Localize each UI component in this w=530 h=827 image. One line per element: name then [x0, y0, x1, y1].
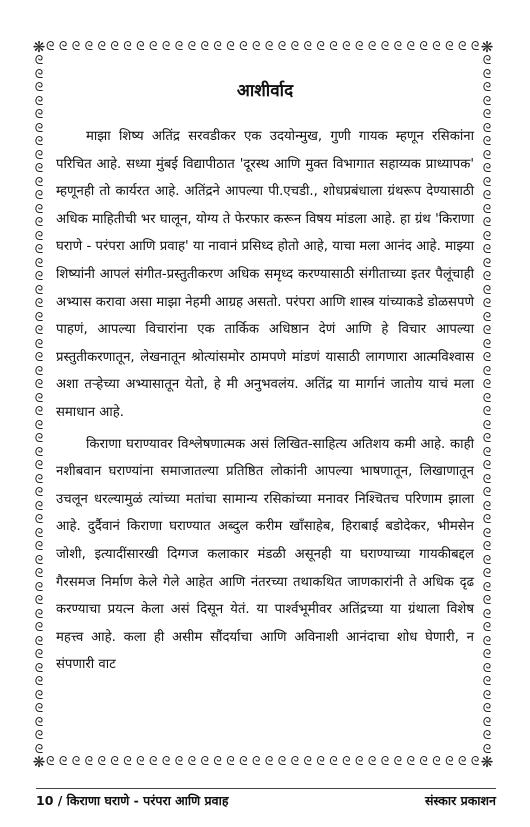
border-ornament-icon: ᘓ [200, 40, 210, 53]
border-ornament-icon: ᘓ [34, 215, 44, 229]
border-ornament-icon: ᘓ [123, 40, 133, 53]
border-ornament-icon: ᘓ [252, 40, 261, 53]
border-ornament-icon: ᘓ [161, 755, 171, 768]
border-right-ornament [480, 54, 494, 755]
border-ornament-icon: ᘓ [252, 755, 261, 768]
border-ornament-icon: ᘓ [34, 66, 44, 81]
border-ornament-icon: ᘓ [329, 40, 339, 53]
border-ornament-icon: ᘓ [34, 593, 44, 607]
border-ornament-icon: ᘓ [34, 552, 44, 567]
border-ornament-icon: ᘓ [482, 539, 492, 553]
border-ornament-icon: ᘓ [239, 40, 249, 53]
footer-publisher: संस्कार प्रकाशन [424, 793, 496, 808]
border-ornament-icon: ᘓ [367, 755, 377, 768]
border-ornament-icon: ᘓ [482, 161, 492, 175]
page-footer [36, 792, 496, 809]
border-ornament-icon: ᘓ [34, 93, 44, 108]
border-ornament-icon: ᘓ [432, 40, 442, 53]
border-ornament-icon: ᘓ [34, 134, 44, 148]
border-ornament-icon: ᘓ [482, 498, 492, 513]
border-ornament-icon: ᘓ [71, 40, 81, 53]
border-ornament-icon: ᘓ [470, 40, 480, 53]
border-ornament-icon: ᘓ [406, 40, 416, 53]
border-ornament-icon: ᘓ [482, 377, 492, 391]
border-ornament-icon: ᘓ [342, 40, 352, 53]
border-ornament-icon: ᘓ [34, 714, 44, 729]
border-ornament-icon: ᘓ [482, 363, 492, 378]
border-ornament-icon: ᘓ [482, 741, 492, 755]
border-ornament-icon: ᘓ [482, 593, 492, 607]
border-ornament-icon: ᘓ [419, 755, 429, 768]
border-ornament-icon: ᘓ [482, 525, 492, 540]
border-ornament-icon: ᘓ [470, 755, 480, 768]
border-ornament-icon: ᘓ [34, 444, 44, 459]
border-ornament-icon: ᘓ [34, 309, 44, 324]
border-ornament-icon: ᘓ [213, 40, 223, 53]
border-ornament-icon: ᘓ [34, 687, 44, 702]
border-ornament-icon: ᘓ [482, 107, 492, 121]
border-ornament-icon: ᘓ [458, 40, 467, 53]
border-ornament-icon: ᘓ [34, 417, 44, 432]
border-ornament-icon: ᘓ [34, 458, 44, 472]
border-ornament-icon: ᘓ [71, 755, 81, 768]
footer-page-number-and-book-title: 10 / किराणा घराणे - परंपरा आणि प्रवाह [36, 793, 229, 808]
border-ornament-icon: ᘓ [34, 377, 44, 391]
border-ornament-icon: ᘓ [329, 755, 339, 768]
border-ornament-icon: ᘓ [34, 471, 44, 486]
border-ornament-icon: ᘓ [46, 40, 55, 53]
border-ornament-icon: ᘓ [393, 755, 403, 768]
border-ornament-icon: ᘓ [34, 674, 44, 688]
border-ornament-icon: ᘓ [482, 66, 492, 81]
border-ornament-icon: ᘓ [482, 255, 492, 270]
border-ornament-icon: ᘓ [482, 215, 492, 229]
border-ornament-icon: ᘓ [136, 755, 146, 768]
border-ornament-icon: ᘓ [97, 755, 107, 768]
border-ornament-icon: ᘓ [482, 188, 492, 202]
border-ornament-icon: ᘓ [277, 755, 287, 768]
border-corner-ornament-icon: ❋ [480, 753, 494, 771]
border-ornament-icon: ᘓ [34, 282, 44, 297]
border-ornament-icon: ᘓ [482, 242, 492, 256]
border-ornament-icon: ᘓ [482, 566, 492, 580]
border-ornament-icon: ᘓ [34, 188, 44, 202]
border-ornament-icon: ᘓ [34, 606, 44, 621]
border-ornament-icon: ᘓ [34, 107, 44, 121]
border-ornament-icon: ᘓ [482, 54, 492, 67]
border-ornament-icon: ᘓ [482, 552, 492, 567]
border-ornament-icon: ᘓ [482, 701, 492, 715]
border-ornament-icon: ᘓ [482, 390, 492, 405]
border-ornament-icon: ᘓ [482, 633, 492, 648]
border-ornament-icon: ᘓ [34, 741, 44, 755]
border-ornament-icon: ᘓ [34, 620, 44, 634]
border-ornament-icon: ᘓ [482, 120, 492, 135]
border-ornament-icon: ᘓ [34, 390, 44, 405]
border-ornament-icon: ᘓ [482, 647, 492, 661]
border-ornament-icon: ᘓ [34, 728, 44, 742]
border-ornament-icon: ᘓ [482, 174, 492, 189]
border-ornament-icon: ᘓ [303, 40, 313, 53]
border-ornament-icon: ᘓ [46, 755, 55, 768]
border-ornament-icon: ᘓ [34, 228, 44, 243]
border-ornament-icon: ᘓ [482, 674, 492, 688]
border-ornament-icon: ᘓ [34, 350, 44, 364]
border-ornament-icon: ᘓ [482, 485, 492, 499]
border-ornament-icon: ᘓ [482, 458, 492, 472]
border-ornament-icon: ᘓ [239, 755, 249, 768]
border-ornament-icon: ᘓ [34, 633, 44, 648]
border-ornament-icon: ᘓ [316, 755, 326, 768]
body-paragraph: किराणा घराण्यावर विश्लेषणात्मक असं लिखित-साहित्य अतिशय कमी आहे. काही नशीबवान घराण्यांना समाजातल्या प्रतिष्ठित लोकांनी आपल्या भाषणातून, लिखाणातून उचलून धरल्यामुळं त्यांच्या मतांचा सामान्य रसिकांच्या मनावर निश्चितच परिणाम झाला आहे. दुर्दैवानं किराणा घराण्यात अब्दुल करीम खाँसाहेब, हिराबाई बडोदेकर, भीमसेन जोशी, इत्यादींसारखी दिग्गज कलाकार मंडळी असूनही या घराण्याच्या गायकीबद्दल गैरसमज निर्माण केले गेले आहेत आणि नंतरच्या तथाकथित जाणकारांनी ते अधिक दृढ करण्याचा प्रयत्न केला असं दिसून येतं. या पार्श्वभूमीवर अतिंद्रच्या या ग्रंथाला विशेष महत्त्व आहे. कला ही असीम सौंदर्याचा आणि अविनाशी आनंदाचा शोध घेणारी, न संपणारी वाट [56, 436, 474, 673]
border-ornament-icon: ᘓ [34, 525, 44, 540]
border-ornament-icon: ᘓ [482, 228, 492, 243]
border-ornament-icon: ᘓ [445, 755, 455, 768]
border-ornament-icon: ᘓ [123, 755, 133, 768]
border-ornament-icon: ᘓ [277, 40, 287, 53]
border-ornament-icon: ᘓ [419, 40, 429, 53]
border-ornament-icon: ᘓ [34, 147, 44, 162]
border-corner-ornament-icon: ❋ [32, 753, 46, 771]
border-ornament-icon: ᘓ [482, 714, 492, 729]
border-ornament-icon: ᘓ [316, 40, 326, 53]
border-ornament-icon: ᘓ [34, 498, 44, 513]
border-ornament-icon: ᘓ [34, 54, 44, 67]
border-ornament-icon: ᘓ [482, 620, 492, 634]
border-ornament-icon: ᘓ [482, 147, 492, 162]
border-ornament-icon: ᘓ [34, 431, 44, 445]
border-ornament-icon: ᘓ [200, 755, 210, 768]
page-body [56, 78, 474, 679]
border-top-ornament [46, 40, 480, 54]
border-ornament-icon: ᘓ [34, 269, 44, 283]
border-ornament-icon: ᘓ [482, 431, 492, 445]
border-ornament-icon: ᘓ [393, 40, 403, 53]
border-ornament-icon: ᘓ [482, 309, 492, 324]
border-ornament-icon: ᘓ [458, 755, 467, 768]
body-paragraph: माझा शिष्य अतिंद्र सरवडीकर एक उदयोन्मुख, गुणी गायक म्हणून रसिकांना परिचित आहे. सध्या मुंबई विद्यापीठात 'दूरस्थ आणि मुक्त विभागात सहाय्यक प्राध्यापक' म्हणूनही तो कार्यरत आहे. अतिंद्रने आपल्या पी.एचडी., शोधप्रबंधाला ग्रंथरूप देण्यासाठी अधिक माहितीची भर घालून, योग्य ते फेरफार करून विषय मांडला आहे. हा ग्रंथ 'किराणा घराणे - परंपरा आणि प्रवाह' या नावानं प्रसिध्द होतो आहे, याचा मला आनंद आहे. माझ्या शिष्यांनी आपलं संगीत-प्रस्तुतीकरण अधिक समृध्द करण्यासाठी संगीताच्या इतर पैलूंचाही अभ्यास करावा असा माझा नेहमी आग्रह असतो. परंपरा आणि शास्त्र यांच्याकडे डोळसपणे पाहणं, आपल्या विचारांना एक तार्किक अधिष्ठान देणं आणि हे विचार आपल्या प्रस्तुतीकरणातून, लेखनातून श्रोत्यांसमोर ठामपणे मांडणं यासाठी लागणारा आत्मविश्वास अशा तऱ्हेच्या अभ्यासातून येतो, हे मी अनुभवलंय. अतिंद्र या मार्गानं जातोय याचं मला समाधान आहे. [56, 129, 474, 420]
border-ornament-icon: ᘓ [432, 755, 442, 768]
border-ornament-icon: ᘓ [213, 755, 223, 768]
border-ornament-icon: ᘓ [34, 174, 44, 189]
border-ornament-icon: ᘓ [482, 660, 492, 675]
border-ornament-icon: ᘓ [482, 404, 492, 418]
border-ornament-icon: ᘓ [149, 40, 158, 53]
border-ornament-icon: ᘓ [290, 755, 300, 768]
border-ornament-icon: ᘓ [58, 755, 68, 768]
border-ornament-icon: ᘓ [84, 755, 94, 768]
border-ornament-icon: ᘓ [482, 269, 492, 283]
border-ornament-icon: ᘓ [110, 40, 120, 53]
border-ornament-icon: ᘓ [482, 687, 492, 702]
border-ornament-icon: ᘓ [110, 755, 120, 768]
border-ornament-icon: ᘓ [34, 120, 44, 135]
border-ornament-icon: ᘓ [226, 40, 236, 53]
border-ornament-icon: ᘓ [34, 255, 44, 270]
page-title: आशीर्वाद [236, 81, 294, 101]
border-ornament-icon: ᘓ [34, 323, 44, 337]
border-ornament-icon: ᘓ [187, 40, 197, 53]
border-ornament-icon: ᘓ [136, 40, 146, 53]
border-ornament-icon: ᘓ [34, 296, 44, 310]
border-ornament-icon: ᘓ [482, 417, 492, 432]
border-ornament-icon: ᘓ [406, 755, 416, 768]
border-bottom-ornament [46, 755, 480, 769]
border-ornament-icon: ᘓ [34, 701, 44, 715]
border-ornament-icon: ᘓ [482, 444, 492, 459]
border-ornament-icon: ᘓ [355, 755, 364, 768]
border-ornament-icon: ᘓ [482, 350, 492, 364]
border-ornament-icon: ᘓ [34, 242, 44, 256]
border-ornament-icon: ᘓ [34, 512, 44, 526]
border-ornament-icon: ᘓ [187, 755, 197, 768]
border-ornament-icon: ᘓ [482, 579, 492, 594]
border-ornament-icon: ᘓ [482, 471, 492, 486]
border-ornament-icon: ᘓ [34, 660, 44, 675]
border-ornament-icon: ᘓ [84, 40, 94, 53]
border-ornament-icon: ᘓ [482, 512, 492, 526]
border-ornament-icon: ᘓ [482, 93, 492, 108]
border-ornament-icon: ᘓ [482, 728, 492, 742]
border-ornament-icon: ᘓ [34, 363, 44, 378]
border-ornament-icon: ᘓ [34, 336, 44, 351]
border-ornament-icon: ᘓ [380, 755, 390, 768]
border-ornament-icon: ᘓ [482, 336, 492, 351]
border-ornament-icon: ᘓ [482, 80, 492, 94]
border-ornament-icon: ᘓ [303, 755, 313, 768]
border-ornament-icon: ᘓ [58, 40, 68, 53]
footer-divider [36, 788, 496, 789]
border-ornament-icon: ᘓ [34, 485, 44, 499]
border-ornament-icon: ᘓ [34, 161, 44, 175]
border-ornament-icon: ᘓ [97, 40, 107, 53]
border-ornament-icon: ᘓ [482, 606, 492, 621]
border-ornament-icon: ᘓ [34, 539, 44, 553]
border-ornament-icon: ᘓ [290, 40, 300, 53]
border-ornament-icon: ᘓ [482, 296, 492, 310]
border-ornament-icon: ᘓ [264, 755, 274, 768]
border-corner-ornament-icon: ❋ [480, 38, 494, 56]
border-ornament-icon: ᘓ [34, 404, 44, 418]
border-ornament-icon: ᘓ [482, 134, 492, 148]
border-ornament-icon: ᘓ [367, 40, 377, 53]
border-ornament-icon: ᘓ [174, 755, 184, 768]
border-ornament-icon: ᘓ [342, 755, 352, 768]
border-ornament-icon: ᘓ [34, 80, 44, 94]
border-ornament-icon: ᘓ [264, 40, 274, 53]
border-ornament-icon: ᘓ [149, 755, 158, 768]
border-ornament-icon: ᘓ [355, 40, 364, 53]
border-ornament-icon: ᘓ [34, 647, 44, 661]
border-ornament-icon: ᘓ [34, 579, 44, 594]
border-ornament-icon: ᘓ [380, 40, 390, 53]
border-ornament-icon: ᘓ [482, 282, 492, 297]
border-ornament-icon: ᘓ [482, 323, 492, 337]
border-left-ornament [32, 54, 46, 755]
border-ornament-icon: ᘓ [34, 201, 44, 216]
border-ornament-icon: ᘓ [34, 566, 44, 580]
border-ornament-icon: ᘓ [226, 755, 236, 768]
border-corner-ornament-icon: ❋ [32, 38, 46, 56]
border-ornament-icon: ᘓ [445, 40, 455, 53]
border-ornament-icon: ᘓ [482, 201, 492, 216]
border-ornament-icon: ᘓ [161, 40, 171, 53]
border-ornament-icon: ᘓ [174, 40, 184, 53]
